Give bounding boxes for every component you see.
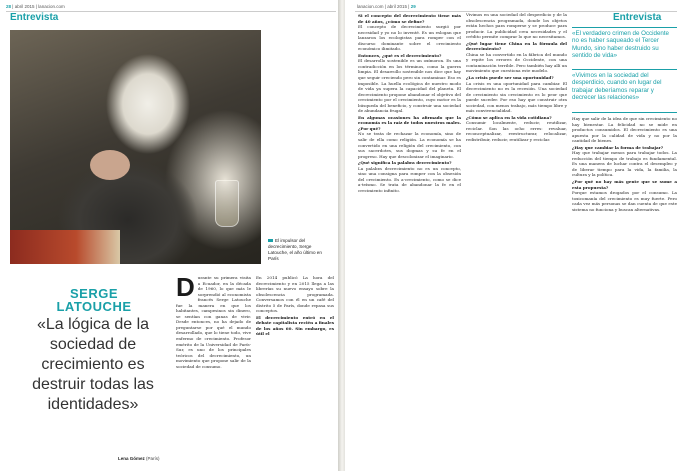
caption-marker: [268, 239, 273, 242]
left-folio: [6, 4, 65, 9]
folio-separator: |: [408, 4, 410, 9]
interview-question: Entonces, ¿qué es el decrecimiento?: [358, 52, 442, 58]
interview-question: ¿Qué significa la palabra decrecimiento?: [358, 160, 452, 166]
headline-quote: «La lógica de la sociedad de crecimiento es destruir todas las identidades»: [32, 316, 154, 413]
body-paragraph: China se ha convertido en la fábrica del mundo y repite los errores de Occidente, con una contaminación terrible. Pero también hay allí un movimiento que cuestiona este modelo.: [466, 51, 567, 74]
body-paragraph: Hay que salir de la idea de que sin crecimiento no hay bienestar. La felicidad no se mide en productos consumidos. El decrecimiento es una apuesta por la calidad de vida y no por la cantidad de bienes.: [572, 116, 677, 144]
body-column-4: [466, 12, 567, 467]
page-number: 28: [6, 4, 12, 9]
pull-quote-rule: [572, 112, 677, 113]
body-paragraph: urante su primera visita a Ecuador, en la década de 1960, lo que más le sorprendió al economista francés Serge Latouche fue la manera en que los habitantes, campesinos sin dinero, se sentían con ganas de vivir. Desde entonces, no ha dejado de preguntarse por qué el mundo desarrollado, que lo tiene todo, vive enfermo de crecimiento. Profesor emérito de la Universidad de París-Sur, es uno de los principales teóricos del decrecimiento, un movimiento que propone salir de la sociedad de consumo.: [176, 275, 251, 369]
photo-credit: [118, 456, 160, 461]
folio-issue: abril 2015: [387, 4, 407, 9]
left-page: [0, 0, 340, 471]
interview-question: ¿La crisis puede ser una oportunidad?: [466, 75, 554, 81]
interview-question: ¿Hay que cambiar la forma de trabajar?: [572, 144, 664, 150]
body-paragraph: No se trata de rechazar la economía, sino de salir de ella como religión. La economía se ha convertido en una religión del crecimiento, con sus sacerdotes, sus dogmas y su fe en el progreso. Hay que descolonizar el imaginario.: [358, 131, 461, 159]
section-title: Entrevista: [10, 12, 59, 23]
section-title: Entrevista: [613, 12, 662, 23]
pull-quote-1: «El verdadero crimen de Occidente no es haber saqueado el Tercer Mundo, sino haber destruido su sentido de vida»: [572, 30, 669, 60]
right-page: [345, 0, 685, 471]
pull-quote-rule: [572, 69, 677, 70]
folio-separator: |: [35, 4, 37, 9]
body-paragraph: Consumir localmente, reducir, reutilizar, reciclar. Son las ocho erres: revaluar, reconceptualizar, reestructurar, relocalizar, redistribuir, reducir, reutilizar y reciclar.: [466, 120, 567, 143]
credit-name: Lena Gómez: [118, 456, 145, 461]
first-name: SERGE: [69, 286, 118, 301]
pull-quote-rule: [572, 27, 677, 28]
portrait-photo: [10, 30, 261, 264]
folio-separator: |: [384, 4, 386, 9]
interview-question: El decrecimiento entró en el debate capitalista recién a finales de los años 60. Sin embargo, es útil el: [256, 314, 334, 337]
folio-issue: abril 2015: [14, 4, 35, 9]
photo-wine-glass: [215, 180, 239, 227]
body-paragraph: Hay que trabajar menos para trabajar todos. La reducción del tiempo de trabajo es fundamental. Es una manera de luchar contra el desempleo y de liberar tiempo para la vida, la familia, la cultura y la política.: [572, 150, 677, 178]
photo-book: [10, 230, 120, 264]
right-folio: [357, 4, 416, 9]
body-paragraph: El desarrollo sostenible es un oxímoron. Es una contradicción en los términos, como la guerra limpia. El desarrollo sostenible nos dice que hay que seguir creciendo pero sin contaminar. Eso es imposible. La huella ecológica de nuestro modo de vida ya supera la capacidad del planeta. El decrecimiento propone abandonar el objetivo del crecimiento por el crecimiento, cuyo motor es la búsqueda del beneficio, y construir una sociedad de abundancia frugal.: [358, 58, 461, 114]
body-paragraph: En 2014 publicó La hora del decrecimiento y en 2015 llega a las librerías su nuevo ensayo sobre la obsolescencia programada. Conversamos con él en un café del distrito 5 de París, donde repasa sus conceptos.: [256, 275, 334, 314]
body-paragraph: La crisis es una oportunidad para cambiar. El decrecimiento no es la recesión. Una sociedad de crecimiento sin crecimiento es lo peor que puede suceder. Por eso hay que construir otra sociedad, con menos trabajo, más tiempo libre y más convivencialidad.: [466, 80, 567, 114]
folio-separator: |: [12, 4, 14, 9]
drop-cap: D: [176, 275, 195, 302]
photo-caption: [268, 238, 332, 262]
body-column-2: [256, 275, 334, 465]
interview-question: ¿Por qué no hay más gente que se sume a esta propuesta?: [572, 179, 677, 190]
body-column-1: [176, 275, 251, 465]
body-column-5: [572, 116, 677, 467]
interview-question: Si el concepto del decrecimiento tiene más de 40 años, ¿cómo se define?: [358, 13, 461, 24]
credit-agency: (París): [146, 456, 160, 461]
body-column-3: [358, 12, 461, 467]
body-paragraph: La palabra decrecimiento no es un concepto, sino una consigna para romper con la obsesión del crecimiento. Es a-crecimiento, como se dice a-teísmo. Se trata de abandonar la fe en el crecimiento infinito.: [358, 165, 461, 193]
interviewee-name: [24, 287, 164, 313]
folio-site: lanacion.com: [38, 4, 65, 9]
last-name: LATOUCHE: [56, 299, 132, 314]
interview-question: ¿Cómo se aplica en la vida cotidiana?: [466, 114, 552, 120]
pull-quote-2: «Vivimos en la sociedad del desperdicio, cuando en lugar del trabajar deberíamos reparar y decrecer las relaciones»: [572, 72, 662, 102]
photo-hand: [90, 150, 130, 180]
body-paragraph: El concepto de decrecimiento surgió por necesidad y yo no lo inventé. Es un eslogan que lanzaron los ecologistas para romper con el discurso dominante sobre el crecimiento económico ilimitado.: [358, 24, 461, 52]
body-paragraph: Vivimos en una sociedad del desperdicio y de la obsolescencia programada, donde los objetos están hechos para romperse y se produce para producir. La publicidad crea necesidades y el crédito permite comprar lo que no necesitamos.: [466, 12, 567, 40]
page-number: 29: [410, 4, 416, 9]
folio-site: lanacion.com: [357, 4, 384, 9]
interview-question: ¿Qué lugar tiene China en la fórmula del decrecimiento?: [466, 40, 567, 52]
interview-question: En algunas ocasiones ha afirmado que la economía es la raíz de todos nuestros males. ¿Por qué?: [358, 114, 461, 131]
body-paragraph: Porque estamos drogados por el consumo. La toxicomanía del crecimiento es muy fuerte. Pero cada vez más personas se dan cuenta de que este sistema no funciona y buscan alternativas.: [572, 190, 677, 212]
caption-text: El impulsor del decrecimiento, Serge Latouche, el año último en París: [268, 238, 322, 261]
